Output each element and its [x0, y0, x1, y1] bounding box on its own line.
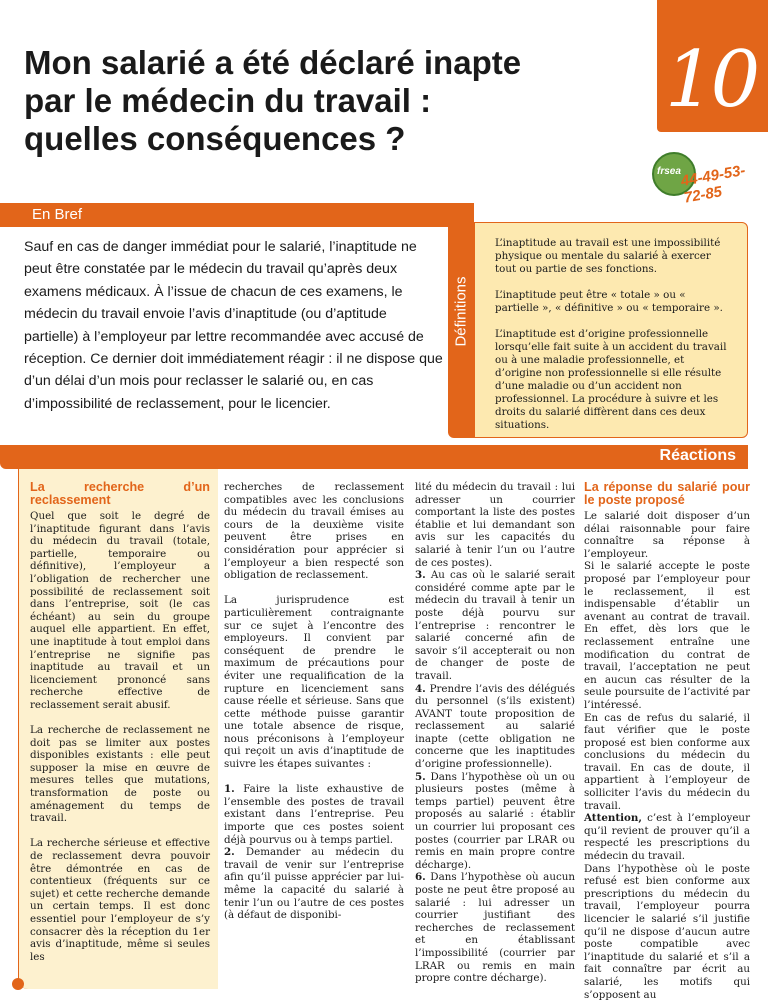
reactions-header [0, 445, 748, 469]
column-2 [224, 481, 404, 922]
en-bref-header [0, 203, 462, 227]
paragraph: Si le salarié accepte le poste proposé par l’employeur pour le reclassement, il est indispensable d’établir un avenant au contrat de travail. En effet, dès lors que le reclassement entraîne une modification du contrat de travail, l’acceptation ne peut en aucun cas résulter de la seule poursuite de l’activité par l’intéressé. [584, 560, 750, 711]
bullet-dot-icon [12, 978, 24, 990]
definition-item: L’inaptitude est d’origine professionnelle lorsqu’elle fait suite à un accident du travail ou à une maladie professionnelle, et d’origine non professionnelle si elle résulte d’une maladie ou d’un accident non professionnel. La procédure à suivre et les droits du salarié diffèrent dans ces deux situations. [495, 328, 727, 431]
frsea-logo [652, 150, 762, 207]
definitions-box [474, 222, 748, 438]
step-item: 4. Prendre l’avis des délégués du personnel (s’ils existent) AVANT toute proposition de reclassement au salarié inapte (cette obligation ne concerne que les inaptitudes d’origine professionnelle). [415, 682, 575, 771]
definition-item: L’inaptitude peut être « totale » ou « partielle », « définitive » ou « temporaire ». [495, 289, 723, 314]
logo-org-name: frsea [657, 166, 681, 177]
attention-paragraph: Attention, c’est à l’employeur qu’il revient de prouver qu’il a respecté les prescriptions du médecin du travail. [584, 812, 750, 863]
chapter-number: 10 [665, 35, 757, 125]
definitions-label: Définitions [452, 276, 470, 347]
paragraph: Dans l’hypothèse où le poste refusé est bien conforme aux prescriptions du médecin du travail, l’employeur pourra licencier le salarié s’il justifie qu’il ne dispose d’aucun autre poste compatible avec l’inaptitude du salarié et s’il a fait connaître par écrit au salarié, les motifs qui s’opposent au [584, 862, 750, 1001]
definitions-tab [448, 203, 474, 438]
section-heading-reclassement: La recherche d’un reclassement [30, 480, 210, 507]
chapter-number-tab [657, 0, 768, 132]
step-item: 6. Dans l’hypothèse où aucun poste ne peut être proposé au salarié : lui adresser un courrier justifiant des recherches de reclassement et en établissant l’impossibilité (courrier par LRAR ou remis en main propre contre décharge). [415, 871, 575, 985]
column-1 [30, 481, 210, 963]
paragraph: recherches de reclassement compatibles avec les conclusions du médecin du travail émises au cours de la deuxième visite peuvent être prises en considération pour apprécier si l’employeur a bien respecté son obligation de reclassement. [224, 481, 404, 582]
step-item: 2. Demander au médecin du travail de venir sur l’entreprise afin qu’il puisse apprécier par lui-même la capacité du salarié à tenir l’un ou l’autre de ces postes (à défaut de disponibi- [224, 846, 404, 922]
definition-item: L’inaptitude au travail est une impossibilité physique ou mentale du salarié à exercer tout ou partie de ses fonctions. [495, 237, 721, 275]
title-emphasis-inapte: inapte [423, 44, 522, 81]
step-item: 5. Dans l’hypothèse où un ou plusieurs postes (même à temps partiel) peuvent être proposés au salarié : établir un courrier lui proposant ces postes (courrier par LRAR ou remis en main propre contre décharge). [415, 770, 575, 871]
step-item: 3. Au cas où le salarié serait considéré comme apte par le médecin du travail à tenir un poste déjà pourvu sur l’entreprise : rencontrer le salarié concerné afin de savoir s’il accepterait ou non de changer de poste de travail. [415, 569, 575, 682]
column-4 [584, 481, 750, 1001]
page-title: Mon salarié a été déclaré inapte par le médecin du travail : quelles conséquences ? [24, 44, 522, 157]
title-emphasis-salarie: salarié [100, 44, 206, 81]
paragraph: Le salarié doit disposer d’un délai raisonnable pour faire connaître sa réponse à l’employeur. [584, 510, 750, 560]
section-heading-reponse: La réponse du salarié pour le poste proposé [584, 480, 750, 507]
en-bref-text: Sauf en cas de danger immédiat pour le salarié, l’inaptitude ne peut être constatée par le médecin du travail qu’après deux examens médicaux. À l’issue de chacun de ces examens, le médecin du travail envoie l’avis d’inaptitude (ou d’aptitude partielle) à l’employeur par lettre recommandée avec accusé de réception. Ce dernier doit immédiatement réagir : il ne dispose que d’un délai d’un mois pour reclasser le salarié ou, en cas d’impossibilité de reclassement, pour le licencier. [24, 239, 443, 412]
paragraph: Quel que soit le degré de l’inaptitude figurant dans l’avis du médecin du travail (totale, partielle, temporaire ou définitive), l’employeur a l’obligation de rechercher une possibilité de reclassement soit dans l’entreprise, soit (le cas échéant) au sein du groupe auquel elle appartient. En effet, une inaptitude à tout emploi dans l’entreprise ne signifie pas inaptitude au travail et un licenciement prononcé sans recherche effective de reclassement serait abusif. [30, 510, 210, 711]
column-3 [415, 481, 575, 985]
reactions-label: Réactions [659, 447, 736, 464]
paragraph: La recherche de reclassement ne doit pas se limiter aux postes disponibles existants : elle peut supposer la mise en œuvre de mesures telles que mutations, transformation de poste ou aménagement du temps de travail. [30, 724, 210, 825]
step-item: 1. Faire la liste exhaustive de l’ensemble des postes de travail existant dans l’entreprise. Peu importe que ces postes soient déjà pourvus ou à temps partiel. [224, 783, 404, 846]
paragraph: En cas de refus du salarié, il faut vérifier que le poste proposé est bien conforme aux conclusions du médecin du travail. En cas de doute, il appartient à l’employeur de solliciter l’avis du médecin du travail. [584, 711, 750, 812]
logo-department-code: 44-49-53-72-85 [679, 161, 747, 207]
paragraph: lité du médecin du travail : lui adresser un courrier comportant la liste des postes établie et lui demandant son avis sur les capacités du salarié à tenir l’un ou l’autre de ces postes). [415, 481, 575, 569]
paragraph: La recherche sérieuse et effective de reclassement devra pouvoir être démontrée en cas de contentieux (fréquents sur ce sujet) et cette recherche demande un certain temps. Il est donc essentiel pour l’employeur de s’y consacrer dès la réception du 1er avis d’inaptitude, même si seules les [30, 837, 210, 963]
en-bref-label: En Bref [32, 206, 83, 223]
paragraph: La jurisprudence est particulièrement contraignante sur ce sujet à l’encontre des employeurs. Il convient par conséquent de prendre le maximum de précautions pour éviter une requalification de la rupture en licenciement sans cause réelle et sérieuse. Sans que cette méthode puisse garantir une totale absence de risque, nous préconisons à l’employeur qui reçoit un avis d’inaptitude de suivre les étapes suivantes : [224, 594, 404, 771]
